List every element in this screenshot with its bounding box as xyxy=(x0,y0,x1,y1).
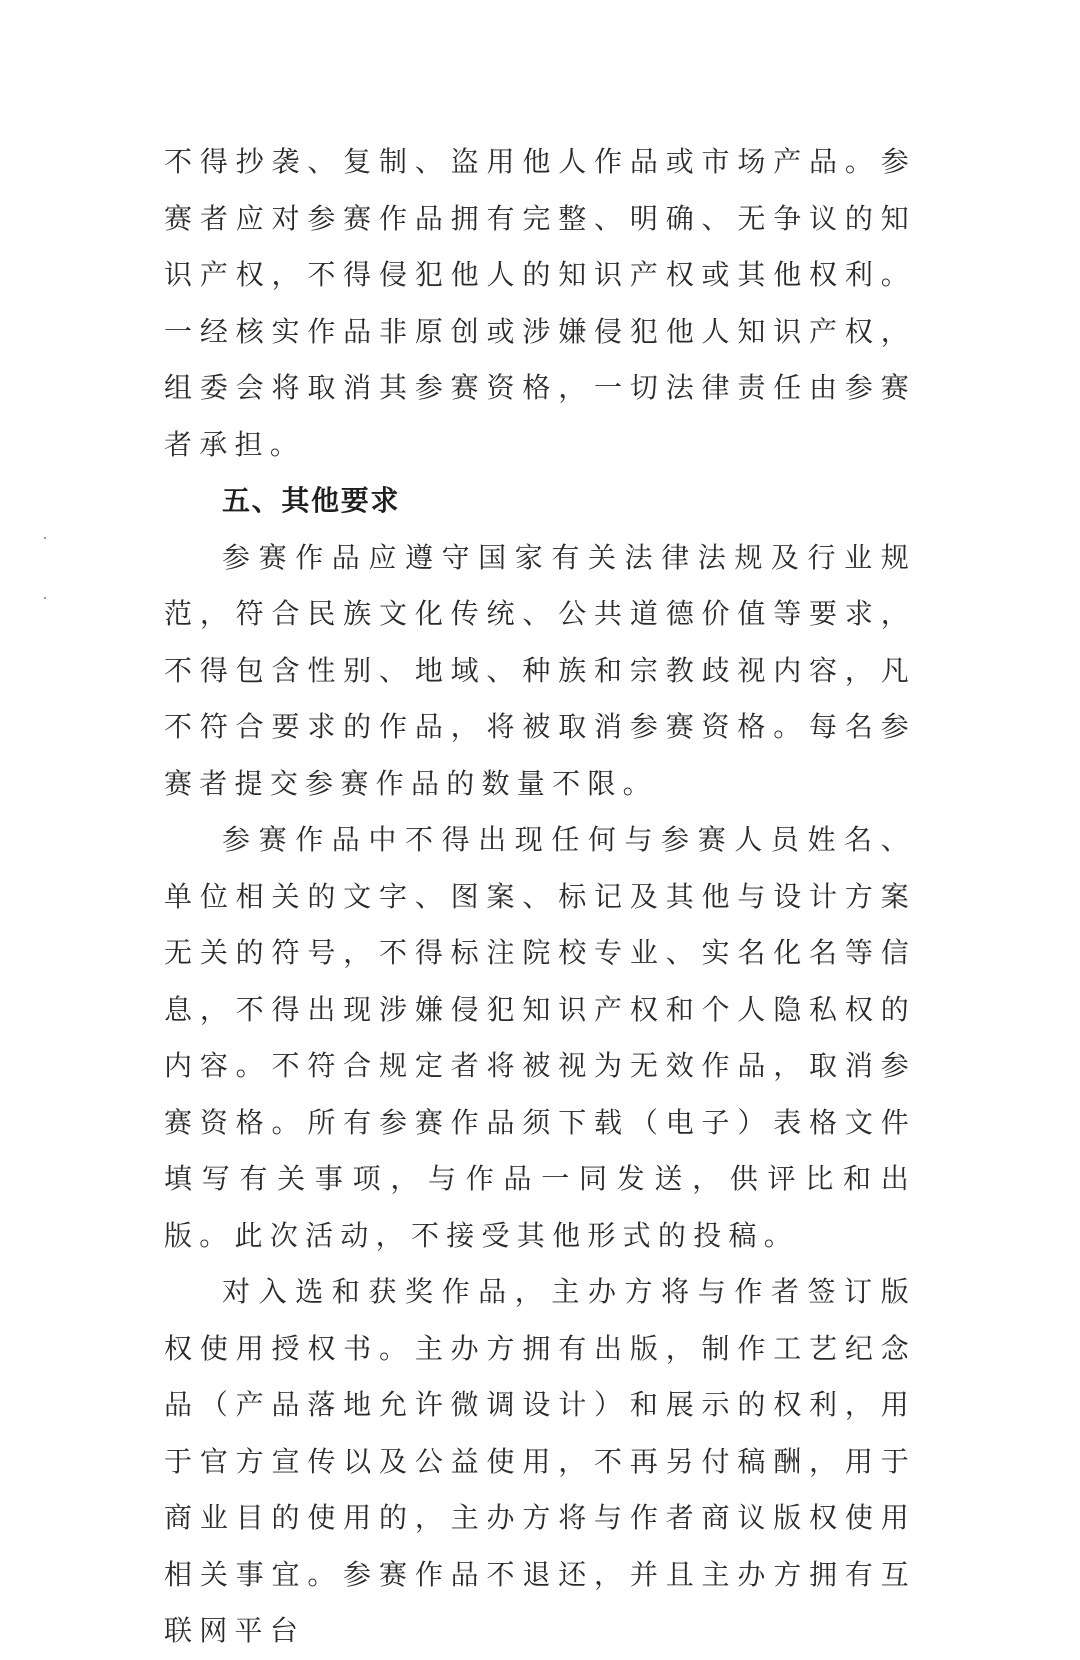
document-page xyxy=(164,134,916,1660)
paragraph-anonymity-rules: 参赛作品中不得出现任何与参赛人员姓名、单位相关的文字、图案、标记及其他与设计方案无关的符号，不得标注院校专业、实名化名等信息，不得出现涉嫌侵犯知识产权和个人隐私权的内容。不符合规定者将被视为无效作品，取消参赛资格。所有参赛作品须下载（电子）表格文件填写有关事项，与作品一同发送，供评比和出版。此次活动，不接受其他形式的投稿。 xyxy=(164,823,916,1252)
paragraph-copyright-authorization: 对入选和获奖作品，主办方将与作者签订版权使用授权书。主办方拥有出版，制作工艺纪念品（产品落地允许微调设计）和展示的权利，用于官方宣传以及公益使用，不再另付稿酬，用于商业目的使用的，主办方将与作者商议版权使用相关事宜。参赛作品不退还，并且主办方拥有互联网平台 xyxy=(164,1275,916,1647)
section-heading-other-requirements: 五、其他要求 xyxy=(222,484,401,517)
paragraph-ip-rights: 不得抄袭、复制、盗用他人作品或市场产品。参赛者应对参赛作品拥有完整、明确、无争议的知识产权，不得侵犯他人的知识产权或其他权利。一经核实作品非原创或涉嫌侵犯他人知识产权，组委会将取消其参赛资格，一切法律责任由参赛者承担。 xyxy=(164,145,916,461)
paragraph-content-compliance: 参赛作品应遵守国家有关法律法规及行业规范，符合民族文化传统、公共道德价值等要求，不得包含性别、地域、种族和宗教歧视内容，凡不符合要求的作品，将被取消参赛资格。每名参赛者提交参赛作品的数量不限。 xyxy=(164,540,916,800)
scan-speck xyxy=(44,597,46,599)
scan-speck xyxy=(44,537,46,539)
